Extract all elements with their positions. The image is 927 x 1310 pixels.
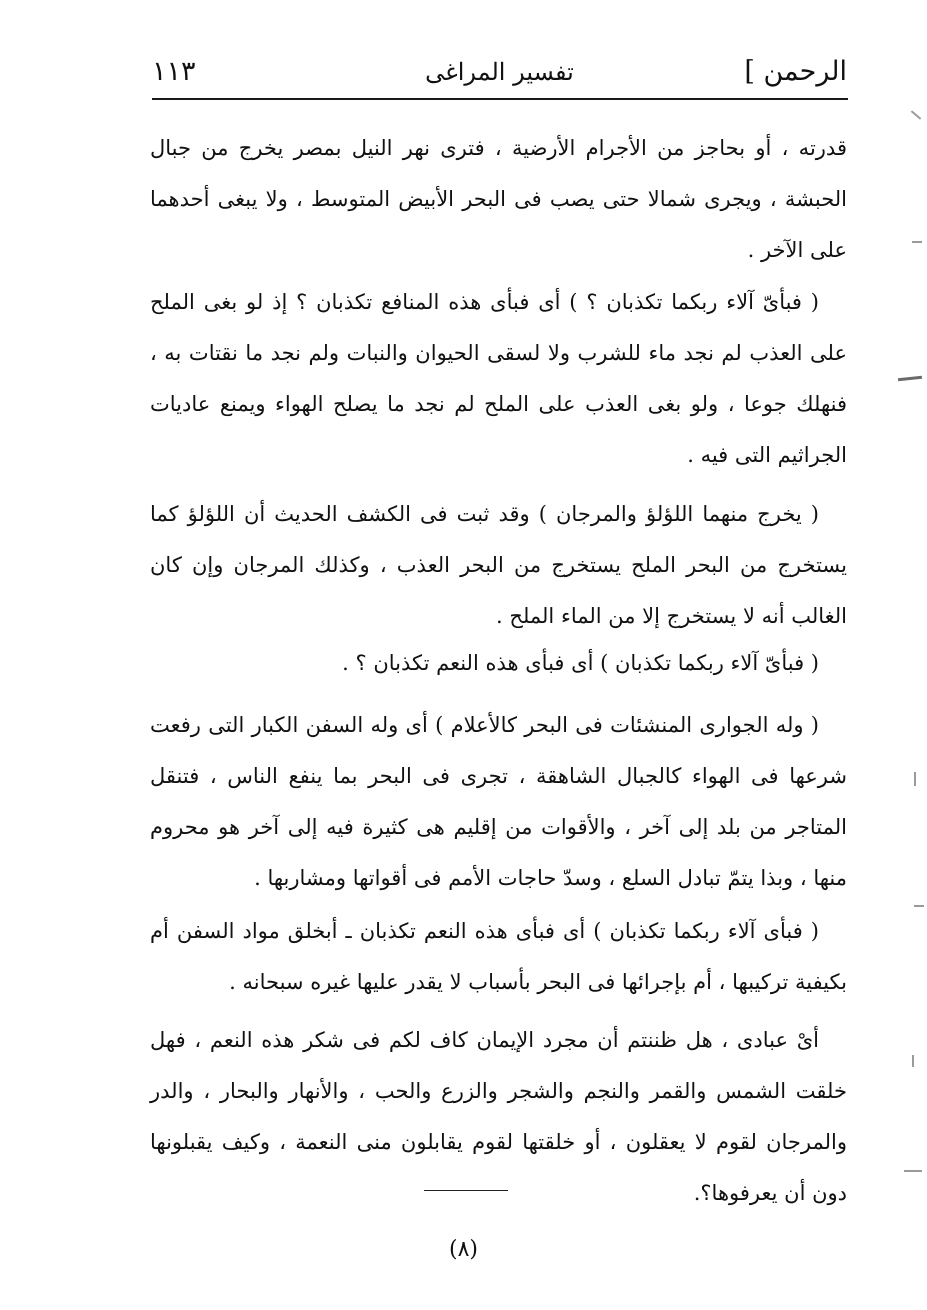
paragraph-commentary: أىْ عبادى ، هل ظننتم أن مجرد الإيمان كاف لكم فى شكر هذه النعم ، فهل خلقت الشمس والقمر والنجم والشجر والزرع والحب ، والأنهار والبحار ، والدر والمرجان لقوم لا يعقلون ، أو خلقتها لقوم يقابلون منى النعمة ، وكيف يقبلونها دون أن يعرفوها؟. <box>150 1028 847 1205</box>
scan-margin-mark <box>911 110 921 119</box>
scan-margin-mark <box>914 772 916 786</box>
paragraph-verse-commentary: ( وله الجوارى المنشئات فى البحر كالأعلام ) أى وله السفن الكبار التى رفعت شرعها فى الهواء كالجبال الشاهقة ، تجرى فى البحر بما ينفع الناس ، فتنقل المتاجر من بلد إلى آخر ، والأقوات من إقليم هى كثيرة فيه إلى آخر هو محروم منها ، وبذا يتمّ تبادل السلع ، وسدّ حاجات الأمم فى أقواتها ومشاربها . <box>150 713 847 890</box>
scan-margin-mark <box>912 1055 914 1067</box>
printer-signature-mark: (٨) <box>448 1237 478 1262</box>
paragraph-verse-commentary: ( فبأى آلاء ربكما تكذبان ) أى فبأى هذه النعم تكذبان ـ أبخلق مواد السفن أم بكيفية تركيبها ، أم بإجرائها فى البحر بأسباب لا يقدر عليها غيره سبحانه . <box>150 919 847 994</box>
footnote-rule <box>424 1190 508 1191</box>
scan-margin-mark <box>898 376 922 381</box>
scan-margin-mark <box>904 1170 922 1172</box>
paragraph-verse-commentary: ( يخرج منهما اللؤلؤ والمرجان ) وقد ثبت فى الكشف الحديث أن اللؤلؤ كما يستخرج من البحر الملح يستخرج من البحر العذب ، وكذلك المرجان وإن كان الغالب أنه لا يستخرج إلا من الماء الملح . <box>150 502 847 628</box>
paragraph-verse-commentary: ( فبأىّ آلاء ربكما تكذبان ؟ ) أى فبأى هذه المنافع تكذبان ؟ إذ لو بغى الملح على العذب لم نجد ماء للشرب ولا لسقى الحيوان والنبات ولم نجد ما نقتات به ، فنهلك جوعا ، ولو بغى العذب على الملح لم نجد ما يصلح الهواء ويمنع عاديات الجراثيم التى فيه . <box>150 290 847 467</box>
paragraph-verse-commentary: ( فبأىّ آلاء ربكما تكذبان ) أى فبأى هذه النعم تكذبان ؟ . <box>342 651 819 675</box>
surah-name: الرحمن ] <box>744 56 847 87</box>
scan-margin-mark <box>912 241 922 243</box>
running-header <box>152 52 847 96</box>
header-rule <box>152 98 848 100</box>
scan-margin-mark <box>914 905 924 907</box>
book-title: تفسير المراغى <box>425 58 574 86</box>
page-number: ١١٣ <box>152 56 196 87</box>
paragraph-continuation: قدرته ، أو بحاجز من الأجرام الأرضية ، فترى نهر النيل بمصر يخرج من جبال الحبشة ، ويجرى شمالا حتى يصب فى البحر الأبيض المتوسط ، ولا يبغى أحدهما على الآخر . <box>150 136 847 262</box>
